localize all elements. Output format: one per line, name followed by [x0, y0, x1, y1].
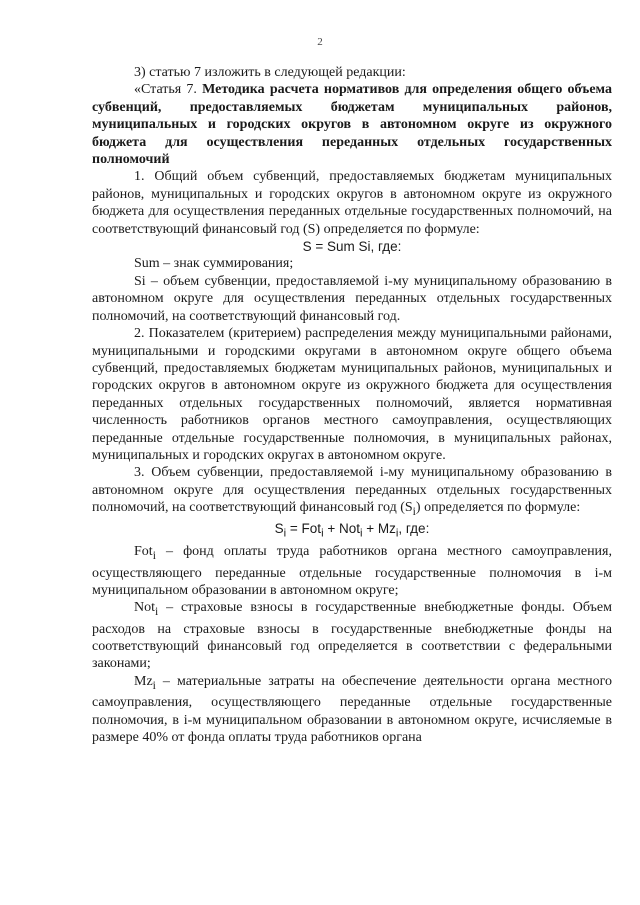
definition-si: Si – объем субвенции, предоставляемой i-му муниципальному образованию в автономном округе для осуществления переданных отдельных государственных полномочий, на соответствующий финансовый год.: [92, 273, 612, 324]
intro-paragraph: 3) статью 7 изложить в следующей редакции:: [134, 65, 406, 80]
formula-si: [92, 520, 612, 543]
mz-text: – материальные затраты на обеспечение деятельности органа местного самоуправления, осуществляющего переданные отдельные государственные полномочия, в i-м муниципальном образовании в автономном округе, исчисляемые в размере 40% от фонда оплаты труда работников органа: [92, 673, 612, 745]
mz-sub: i: [152, 678, 156, 692]
paragraph-2: 2. Показателем (критерием) распределения между муниципальными районами, муниципальными и городскими округами в автономном округе общего объема субвенций, предоставляемых бюджетам муниципальных районов, муниципальных и городских округов в автономном округе из окружного бюджета для осуществления переданных отдельных государственных полномочий, является нормативная численность работников органов местного самоуправления, осуществляющих переданные отдельные государственные полномочия, в муниципальных районах, муниципальных и городских округах в автономном округе.: [92, 326, 612, 463]
paragraph-3-text: 3. Объем субвенции, предоставляемой i-му муниципальному образованию в автономном округе для осуществления переданных отдельных государственных полномочий, на соответствующий финансовый год (S: [92, 465, 612, 516]
not-sub: i: [155, 605, 159, 619]
page-number: 2: [317, 36, 323, 48]
fot-term: Fot: [134, 544, 153, 560]
paragraph-3-end: ) определяется по формуле:: [415, 500, 581, 516]
formula-fot-sub: i: [321, 528, 324, 541]
formula-not-sub: i: [359, 528, 363, 541]
formula-not: + Not: [323, 521, 360, 537]
formula-total: S = Sum Si, где:: [302, 239, 402, 255]
paragraph-3: [92, 464, 612, 520]
article-title: Методика расчета нормативов для определения общего объема субвенций, предоставляемых бюджетам муниципальных районов, муниципальных и городских округов в автономном округе из окружного бюджета для осуществления переданных отдельных государственных полномочий: [92, 82, 612, 168]
article-title-prefix: «Статья 7.: [134, 82, 203, 98]
mz-term: Mz: [134, 673, 153, 689]
formula-s: S: [274, 521, 284, 537]
formula-mz-sub: i: [395, 528, 399, 541]
definition-not: [92, 599, 612, 672]
paragraph-1: 1. Общий объем субвенций, предоставляемых бюджетам муниципальных районов, муниципальных и городских округов в автономном округе из окружного бюджета для осуществления переданных отдельные государственных полномочий, на соответствующий финансовый год (S) определяется по формуле:: [92, 169, 612, 237]
definition-fot: [92, 543, 612, 599]
fot-text: – фонд оплаты труда работников органа местного самоуправления, осуществляющего переданные отдельные государственные полномочия в i-м муниципальном образовании в автономном округе;: [92, 544, 612, 599]
formula-fot: = Fot: [286, 521, 322, 537]
paragraph-3-sub: i: [412, 504, 416, 518]
fot-sub: i: [152, 549, 156, 563]
document-body: [92, 64, 612, 746]
definition-mz: [92, 673, 612, 746]
definition-sum: Sum – знак суммирования;: [134, 256, 294, 272]
formula-mz: + Mz: [362, 521, 396, 537]
not-term: Not: [134, 600, 155, 616]
formula-tail: , где:: [398, 521, 430, 537]
formula-s-sub: i: [283, 528, 287, 541]
article-heading: [92, 81, 612, 168]
not-text: – страховые взносы в государственные внебюджетные фонды. Объем расходов на страховые взносы в государственные внебюджетные фонды на соответствующий финансовый год определяется в соответствии с федеральными законами;: [92, 600, 612, 672]
